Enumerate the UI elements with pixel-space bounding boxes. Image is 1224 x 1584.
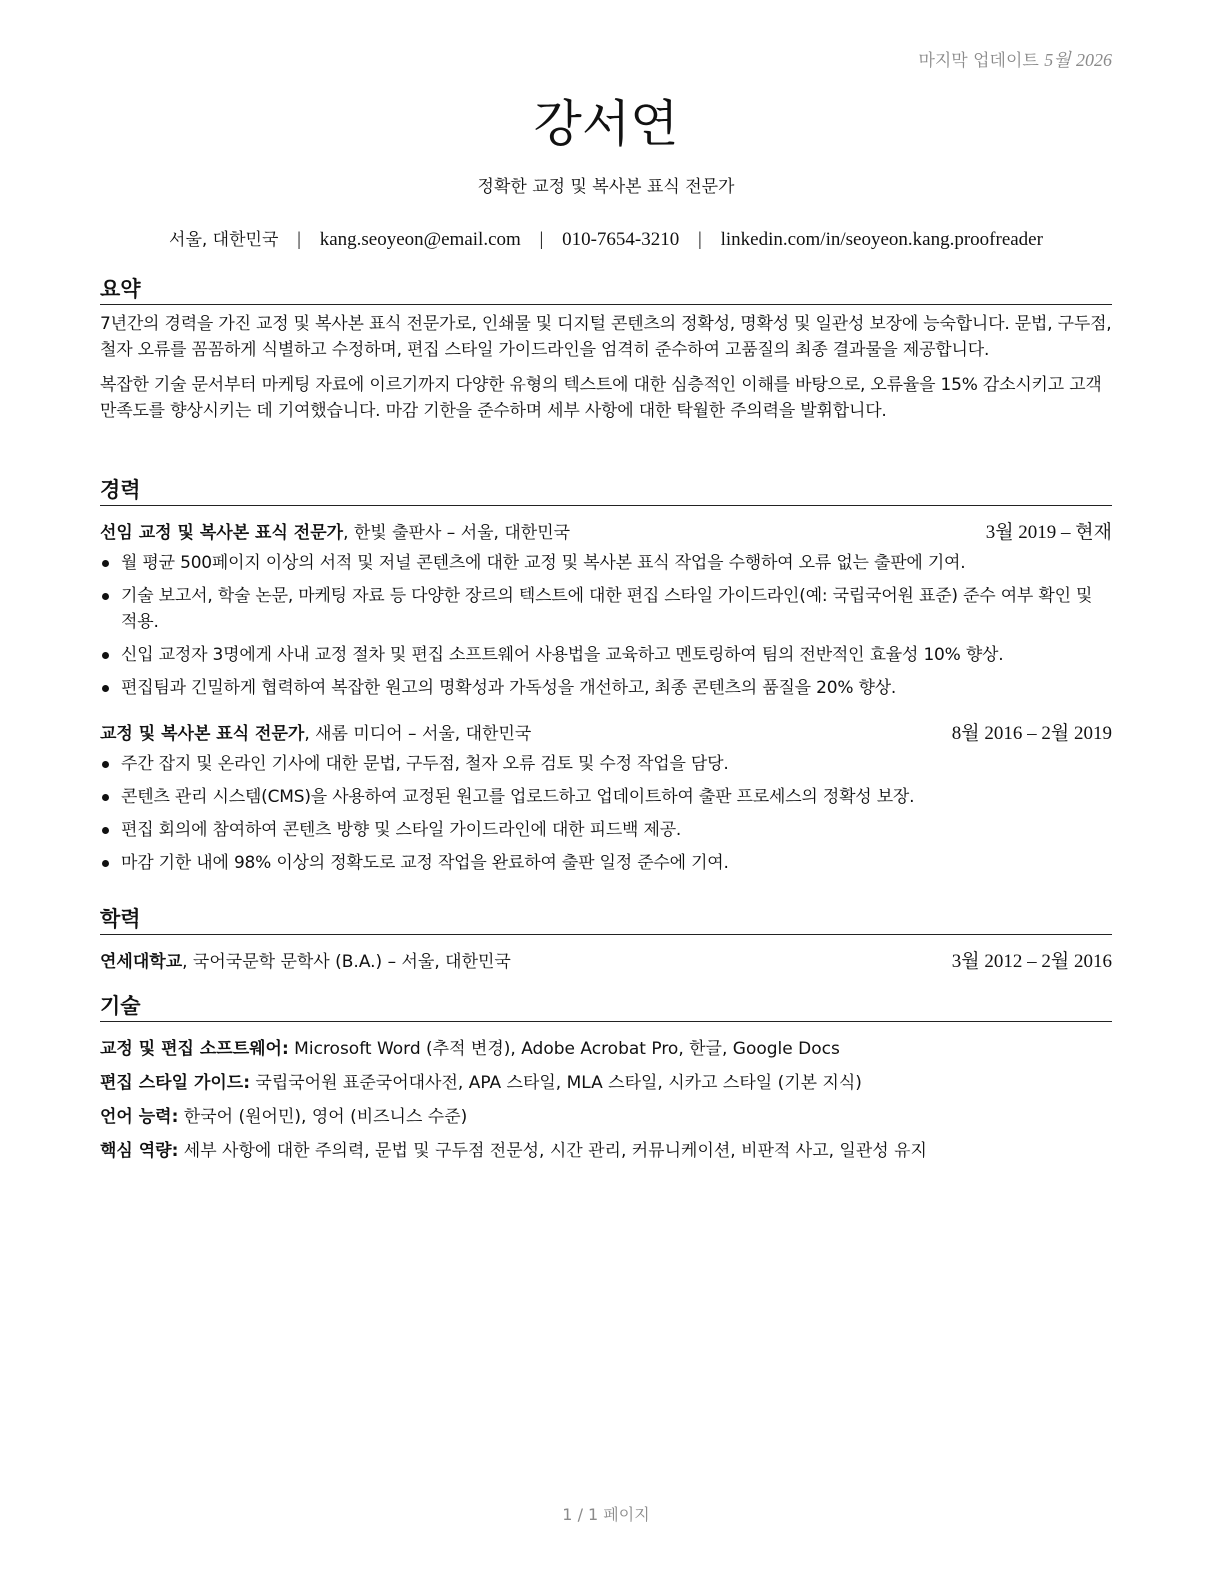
job-role: 선임 교정 및 복사본 표식 전문가 <box>100 523 344 543</box>
job-header <box>100 520 1112 546</box>
skill-row <box>100 1104 1112 1130</box>
contact-email-link[interactable]: kang.seoyeon@email.com <box>319 229 521 250</box>
job-bullet: 신입 교정자 3명에게 사내 교정 절차 및 편집 소프트웨어 사용법을 교육하고 멘토링하여 팀의 전반적인 효율성 10% 향상. <box>100 642 1112 668</box>
education-entry <box>100 949 1112 975</box>
skill-label: 언어 능력: <box>100 1107 179 1127</box>
contact-separator: | <box>297 229 301 250</box>
education-heading: 학력 <box>100 906 1112 935</box>
job-bullet: 편집팀과 긴밀하게 협력하여 복잡한 원고의 명확성과 가독성을 개선하고, 최종 콘텐츠의 품질을 20% 향상. <box>100 675 1112 701</box>
job-bullet: 콘텐츠 관리 시스템(CMS)을 사용하여 교정된 원고를 업로드하고 업데이트하여 출판 프로세스의 정확성 보장. <box>100 784 1112 810</box>
contact-separator: | <box>539 229 544 250</box>
skill-label: 편집 스타일 가이드: <box>100 1073 251 1093</box>
skill-row <box>100 1070 1112 1096</box>
job-header <box>100 721 1112 747</box>
job-company: , 한빛 출판사 – 서울, 대한민국 <box>343 523 571 543</box>
job-role: 교정 및 복사본 표식 전문가 <box>100 724 305 744</box>
skill-value: 세부 사항에 대한 주의력, 문법 및 구두점 전문성, 시간 관리, 커뮤니케이션, 비판적 사고, 일관성 유지 <box>178 1141 927 1161</box>
job-bullet: 월 평균 500페이지 이상의 서적 및 저널 콘텐츠에 대한 교정 및 복사본 표식 작업을 수행하여 오류 없는 출판에 기여. <box>100 550 1112 576</box>
job-bullet: 편집 회의에 참여하여 콘텐츠 방향 및 스타일 가이드라인에 대한 피드백 제공. <box>100 817 1112 843</box>
skill-value: 국립국어원 표준국어대사전, APA 스타일, MLA 스타일, 시카고 스타일 (기본 지식) <box>250 1073 862 1093</box>
candidate-tagline: 정확한 교정 및 복사본 표식 전문가 <box>477 177 735 197</box>
summary-heading: 요약 <box>100 276 1112 305</box>
skills-heading: 기술 <box>100 993 1112 1022</box>
skill-value: Microsoft Word (추적 변경), Adobe Acrobat Pro, 한글, Google Docs <box>288 1039 840 1059</box>
summary-paragraph-1: 7년간의 경력을 가진 교정 및 복사본 표식 전문가로, 인쇄물 및 디지털 콘텐츠의 정확성, 명확성 및 일관성 보장에 능숙합니다. 문법, 구두점, 철자 오류를 꼼꼼하게 식별하고 수정하며, 편집 스타일 가이드라인을 엄격히 준수하여 고품질의 최종 결과물을 제공합니다. <box>100 314 1112 360</box>
job-date: 8월 2016 – 2월 2019 <box>951 723 1112 744</box>
job-bullet: 주간 잡지 및 온라인 기사에 대한 문법, 구두점, 철자 오류 검토 및 수정 작업을 담당. <box>100 751 1112 777</box>
skill-value: 한국어 (원어민), 영어 (비즈니스 수준) <box>178 1107 468 1127</box>
last-updated-prefix: 마지막 업데이트 <box>918 51 1039 71</box>
experience-heading: 경력 <box>100 477 1112 506</box>
job-date: 3월 2019 – 현재 <box>985 522 1112 543</box>
contact-separator: | <box>698 229 702 250</box>
skill-label: 핵심 역량: <box>100 1141 179 1161</box>
contact-location: 서울, 대한민국 <box>169 230 279 250</box>
skills-list <box>100 1036 1112 1164</box>
candidate-name: 강서연 <box>533 95 679 153</box>
job-bullet: 기술 보고서, 학술 논문, 마케팅 자료 등 다양한 장르의 텍스트에 대한 편집 스타일 가이드라인(예: 국립국어원 표준) 준수 여부 확인 및 적용. <box>100 583 1112 635</box>
last-updated <box>918 46 1112 72</box>
job-entry <box>100 721 1112 876</box>
skill-row <box>100 1138 1112 1164</box>
education-school: 연세대학교 <box>100 952 183 972</box>
summary-paragraph-2: 복잡한 기술 문서부터 마케팅 자료에 이르기까지 다양한 유형의 텍스트에 대한 심층적인 이해를 바탕으로, 오류율을 15% 감소시키고 고객 만족도를 향상시키는 데 기여했습니다. 마감 기한을 준수하며 세부 사항에 대한 탁월한 주의력을 발휘합니다. <box>100 375 1102 421</box>
contact-linkedin-link[interactable]: linkedin.com/in/seoyeon.kang.proofreader <box>720 229 1043 250</box>
skill-row <box>100 1036 1112 1062</box>
job-bullet: 마감 기한 내에 98% 이상의 정확도로 교정 작업을 완료하여 출판 일정 준수에 기여. <box>100 850 1112 876</box>
education-date: 3월 2012 – 2월 2016 <box>951 951 1112 972</box>
education-detail: , 국어국문학 문학사 (B.A.) – 서울, 대한민국 <box>182 952 511 972</box>
contact-phone[interactable]: 010-7654-3210 <box>562 229 680 250</box>
job-bullets <box>100 550 1112 701</box>
job-company: , 새롬 미디어 – 서울, 대한민국 <box>304 724 532 744</box>
summary-section <box>100 276 1112 424</box>
job-entry <box>100 520 1112 701</box>
skills-section <box>100 993 1112 1172</box>
experience-section <box>100 477 1112 883</box>
resume-page <box>100 0 1112 1584</box>
page-indicator: 1 / 1 페이지 <box>562 1505 650 1524</box>
last-updated-month: 5월 <box>1044 50 1071 70</box>
skill-label: 교정 및 편집 소프트웨어: <box>100 1039 289 1059</box>
last-updated-year: 2026 <box>1076 50 1112 70</box>
education-section <box>100 906 1112 975</box>
job-bullets <box>100 751 1112 876</box>
contact-line <box>80 225 1132 251</box>
